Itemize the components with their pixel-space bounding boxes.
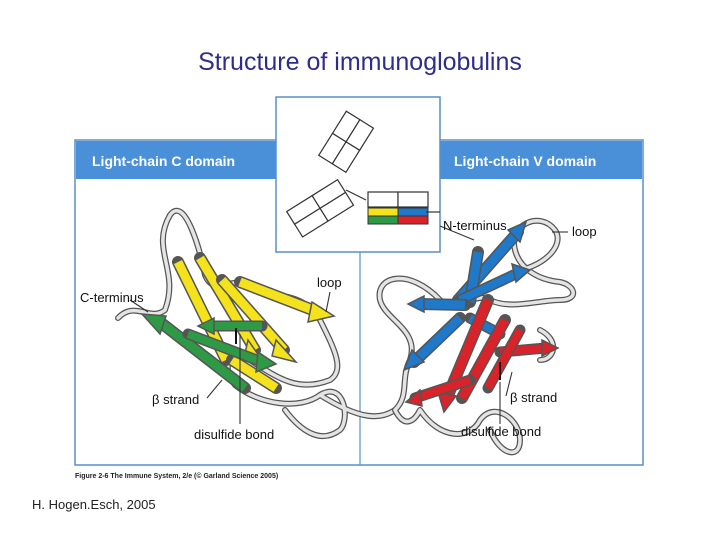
right-header: Light-chain V domain — [454, 153, 597, 169]
author-credit: H. Hogen.Esch, 2005 — [32, 497, 156, 512]
disulfide-bond-left-label: disulfide bond — [194, 427, 275, 442]
slide-title: Structure of immunoglobulins — [198, 48, 522, 76]
loop-right-label: loop — [572, 224, 597, 239]
loop-left-label: loop — [317, 275, 342, 290]
left-header: Light-chain C domain — [92, 153, 236, 169]
figure-caption: Figure 2-6 The Immune System, 2/e (© Garland Science 2005) — [75, 473, 279, 480]
beta-strand-right-label: β strand — [510, 390, 558, 405]
disulfide-bond-right-label: disulfide bond — [461, 424, 542, 439]
n-terminus-label: N-terminus — [443, 218, 507, 233]
antibody-schematic-inset — [276, 97, 440, 252]
c-terminus-label: C-terminus — [80, 290, 144, 305]
beta-strand-left-label: β strand — [152, 392, 200, 407]
